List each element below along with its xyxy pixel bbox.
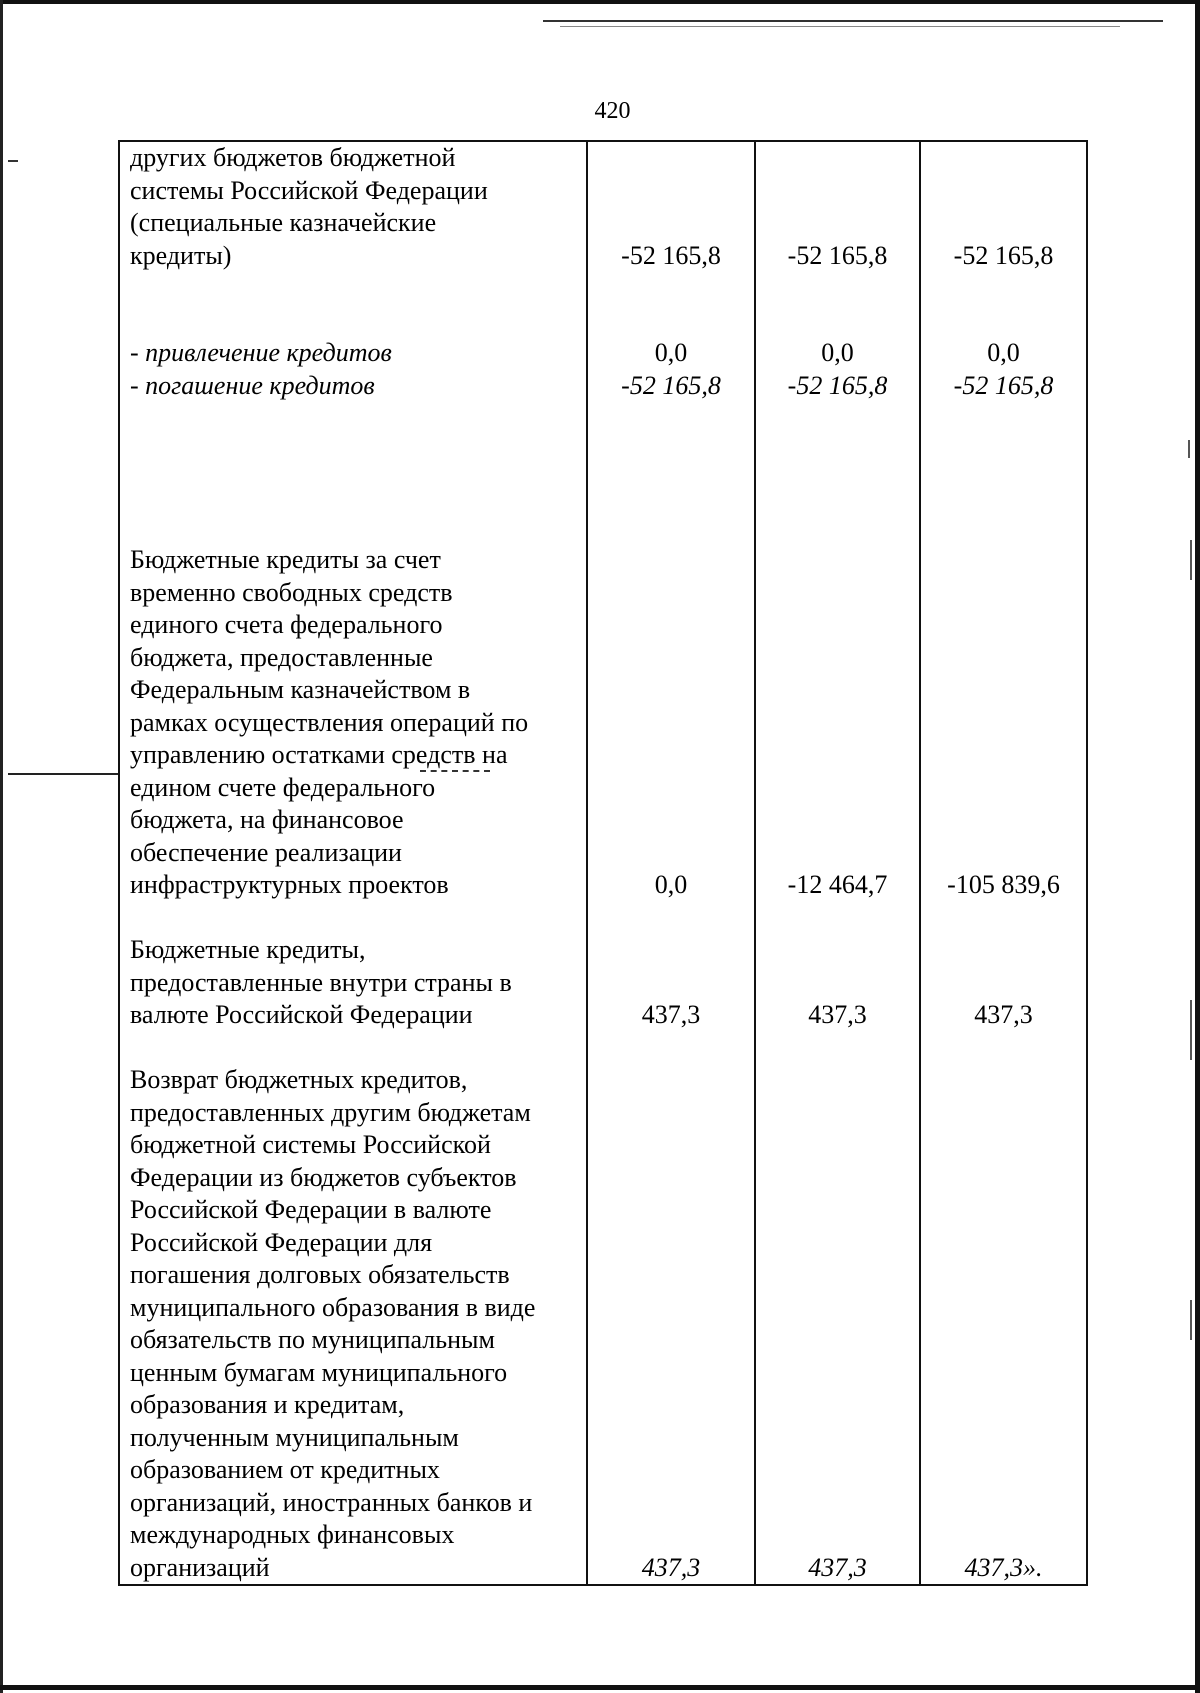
description-line: обязательств по муниципальным xyxy=(130,1325,495,1354)
row-description xyxy=(119,1064,587,1585)
value: 437,3 xyxy=(974,1000,1033,1029)
description-line: предоставленных другим бюджетам xyxy=(130,1097,531,1127)
value: 437,3». xyxy=(964,1552,1043,1582)
value-cell-3 xyxy=(920,141,1087,272)
value: 0,0 xyxy=(821,338,854,367)
value-cell-2 xyxy=(755,1064,920,1585)
value: -52 165,8 xyxy=(787,370,888,400)
table-row xyxy=(119,1064,1087,1585)
value: 0,0 xyxy=(654,870,688,899)
scan-border-bottom xyxy=(0,1685,1200,1690)
value: 437,3 xyxy=(808,1000,867,1029)
description-line: Федерации из бюджетов субъектов xyxy=(130,1162,517,1192)
value-cell-3 xyxy=(920,544,1087,934)
description-line: обеспечение реализации xyxy=(130,837,402,867)
description-line: рамках осуществления операций по xyxy=(130,707,529,737)
row-description xyxy=(119,934,587,1064)
description-line: образования и кредитам, xyxy=(130,1390,405,1419)
description-line: инфраструктурных проектов xyxy=(130,870,449,899)
row-description xyxy=(119,141,587,272)
table-row xyxy=(119,272,1087,544)
margin-dash-line xyxy=(8,773,118,775)
description-line: Возврат бюджетных кредитов, xyxy=(130,1065,468,1094)
description-line: (специальные казначейские xyxy=(130,208,437,237)
description-line: полученным муниципальным xyxy=(130,1422,459,1452)
value: -52 165,8 xyxy=(953,240,1054,270)
value-cell-2 xyxy=(755,934,920,1064)
description-line: погашения долговых обязательств xyxy=(130,1260,510,1289)
value: -52 165,8 xyxy=(787,240,888,270)
value: 437,3 xyxy=(808,1552,867,1582)
description-line: организаций, иностранных банков и xyxy=(130,1487,533,1517)
edge-mark xyxy=(1188,440,1190,458)
value: 0,0 xyxy=(987,338,1020,367)
description-line: кредиты) xyxy=(130,240,232,270)
value-cell-2 xyxy=(755,272,920,544)
description-line: бюджетной системы Российской xyxy=(130,1130,491,1159)
margin-mark xyxy=(8,160,18,162)
budget-table xyxy=(118,140,1088,1586)
row-description xyxy=(119,544,587,934)
value-cell-1 xyxy=(587,1064,755,1585)
sub-items xyxy=(119,272,587,544)
value-cell-1 xyxy=(587,934,755,1064)
description-line: бюджета, на финансовое xyxy=(130,805,404,834)
description-line: едином счете федерального xyxy=(130,772,436,802)
value: -52 165,8 xyxy=(953,370,1054,400)
value-cell-3 xyxy=(920,1064,1087,1585)
description-line: ценным бумагам муниципального xyxy=(130,1357,508,1387)
description-line: предоставленные внутри страны в xyxy=(130,967,512,997)
value: 437,3 xyxy=(641,1000,701,1029)
description-line: единого счета федерального xyxy=(130,610,443,639)
edge-mark xyxy=(1190,540,1192,580)
value-cell-1 xyxy=(587,141,755,272)
value: 437,3 xyxy=(641,1552,701,1582)
value-cell-1 xyxy=(587,272,755,544)
description-line: других бюджетов бюджетной xyxy=(130,143,456,172)
table-row xyxy=(119,544,1087,934)
scan-border-left xyxy=(0,0,3,1693)
description-line: системы Российской Федерации xyxy=(130,175,488,205)
value-cell-2 xyxy=(755,544,920,934)
description-line: организаций xyxy=(130,1552,270,1582)
page-number: 420 xyxy=(594,98,631,124)
description-line: валюте Российской Федерации xyxy=(130,1000,473,1029)
description-line: Российской Федерации для xyxy=(130,1227,433,1257)
edge-mark xyxy=(1190,1000,1192,1060)
description-line: бюджета, предоставленные xyxy=(130,642,433,672)
description-line: Федеральным казначейством в xyxy=(130,675,471,704)
value-cell-1 xyxy=(587,544,755,934)
value: 0,0 xyxy=(654,338,688,367)
edge-mark xyxy=(1190,1300,1192,1340)
value: -105 839,6 xyxy=(947,870,1060,899)
header-rule xyxy=(543,20,1163,22)
value-cell-3 xyxy=(920,934,1087,1064)
value-cell-2 xyxy=(755,141,920,272)
description-line: Бюджетные кредиты за счет xyxy=(130,545,441,574)
sub-item-label: - погашение кредитов xyxy=(130,370,375,400)
value: -52 165,8 xyxy=(621,370,721,400)
description-line: временно свободных средств xyxy=(130,577,453,607)
description-line: муниципального образования в виде xyxy=(130,1292,536,1322)
description-line: Бюджетные кредиты, xyxy=(130,935,366,964)
table-row xyxy=(119,934,1087,1064)
table-row xyxy=(119,141,1087,272)
header-rule-secondary xyxy=(560,26,1120,27)
sub-item-label: - привлечение кредитов xyxy=(130,338,392,367)
value: -12 464,7 xyxy=(787,870,888,899)
value-cell-3 xyxy=(920,272,1087,544)
description-line: образованием от кредитных xyxy=(130,1455,440,1484)
scan-border-top xyxy=(0,0,1200,4)
description-line: Российской Федерации в валюте xyxy=(130,1195,492,1224)
value: -52 165,8 xyxy=(621,240,721,270)
description-line: управлению остатками средств на xyxy=(130,740,508,769)
scan-border-right xyxy=(1195,0,1200,1693)
description-line: международных финансовых xyxy=(130,1520,455,1549)
